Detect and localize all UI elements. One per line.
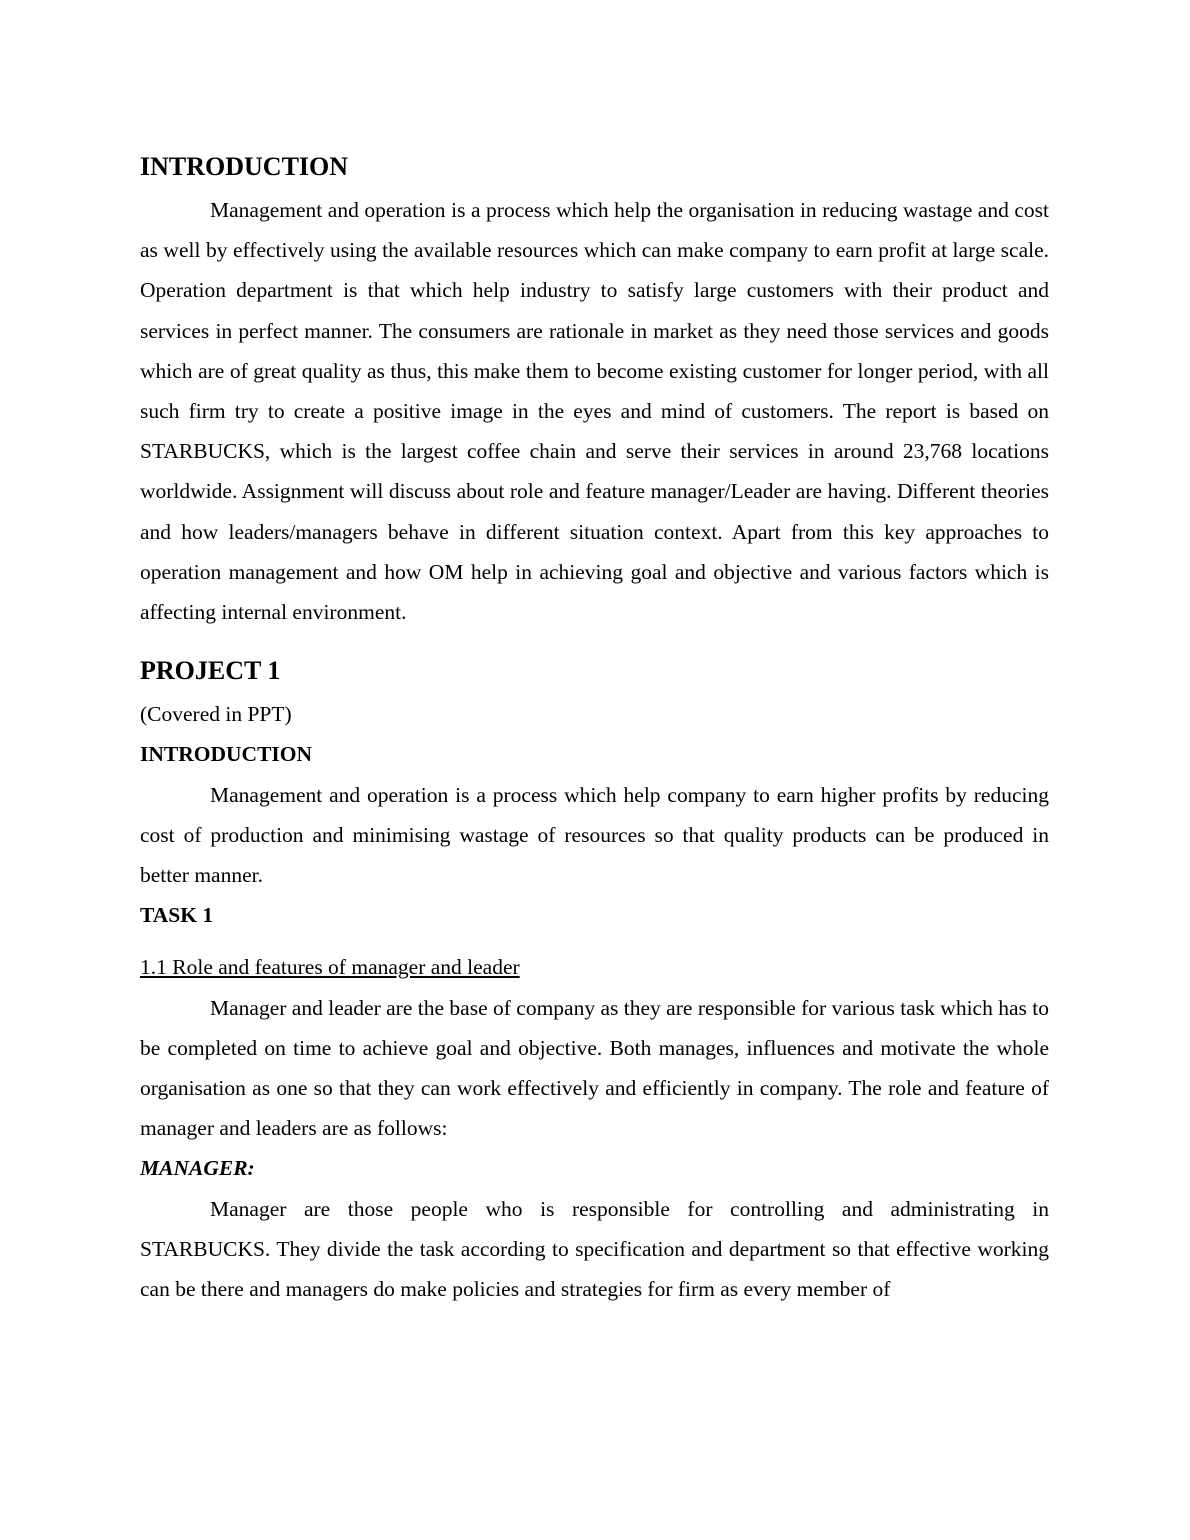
intro-paragraph: Management and operation is a process which help the organisation in reducing wastage and cost as well by effectively using the available resources which can make company to earn profit at large scale. Operation department is that which help industry to satisfy large customers with their product and services in perfect manner. The consumers are rationale in market as they need those services and goods which are of great quality as thus, this make them to become existing customer for longer period, with all such firm try to create a positive image in the eyes and mind of customers. The report is based on STARBUCKS, which is the largest coffee chain and serve their services in around 23,768 locations worldwide. Assignment will discuss about role and feature manager/Leader are having. Different theories and how leaders/managers behave in different situation context. Apart from this key approaches to operation management and how OM help in achieving goal and objective and various factors which is affecting internal environment. bbox=[140, 198, 1049, 625]
manager-heading: MANAGER: bbox=[140, 1156, 255, 1181]
section-1-1-title: 1.1 Role and features of manager and leader bbox=[140, 955, 520, 980]
manager-paragraph: Manager are those people who is responsible for controlling and administrating in STARBUCKS. They divide the task according to specification and department so that effective working can be there and managers do make policies and strategies for firm as every member of bbox=[140, 1196, 1049, 1302]
document-page bbox=[140, 148, 1049, 1309]
task-1-heading: TASK 1 bbox=[140, 903, 214, 928]
project-1-intro-heading: INTRODUCTION bbox=[140, 742, 313, 767]
intro-heading: INTRODUCTION bbox=[140, 152, 349, 181]
project-1-heading: PROJECT 1 bbox=[140, 656, 281, 686]
project-1-intro-paragraph: Management and operation is a process which help company to earn higher profits by reducing cost of production and minimising wastage of resources so that quality products can be produced in better manner. bbox=[140, 782, 1049, 888]
project-1-note: (Covered in PPT) bbox=[140, 702, 292, 727]
task-1-paragraph: Manager and leader are the base of company as they are responsible for various task which has to be completed on time to achieve goal and objective. Both manages, influences and motivate the whole organisation as one so that they can work effectively and efficiently in company. The role and feature of manager and leaders are as follows: bbox=[140, 995, 1049, 1141]
